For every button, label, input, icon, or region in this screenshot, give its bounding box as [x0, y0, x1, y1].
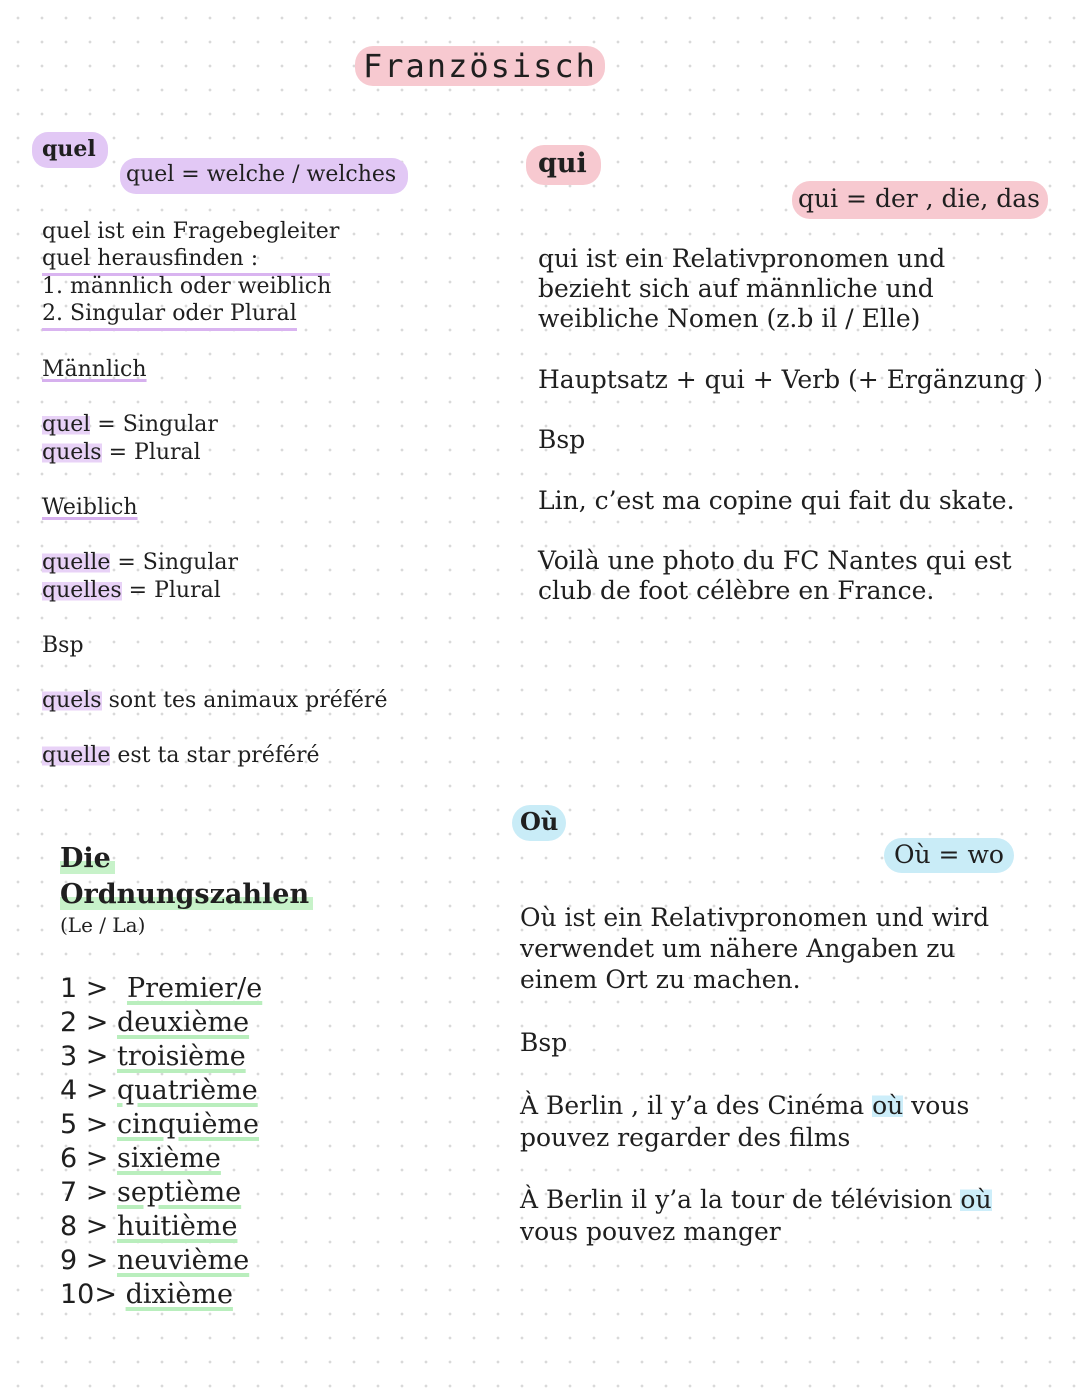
- qui-example2-line2: club de foot célèbre en France.: [538, 576, 935, 605]
- ordinal-row-5: 5 > cinquième: [60, 1109, 259, 1140]
- male-plural-rest: = Plural: [101, 440, 201, 465]
- ordinals-heading-line1: Die: [60, 842, 115, 876]
- ou-example2-line2: vous pouvez manger: [520, 1217, 781, 1246]
- quel-point1: 1. männlich oder weiblich: [42, 274, 332, 299]
- qui-example2-line1: Voilà une photo du FC Nantes qui est: [538, 546, 1012, 575]
- ou-example-label: Bsp: [520, 1028, 568, 1057]
- male-singular-rest: = Singular: [90, 412, 218, 437]
- female-plural-word: quelles: [42, 578, 122, 603]
- quel-point2-text: Singular oder Plural: [70, 301, 297, 326]
- ou-example2-line1: [520, 1184, 992, 1215]
- ou-example2-part1: À Berlin il y’a la tour de télévision: [520, 1185, 961, 1214]
- qui-heading: qui: [526, 145, 601, 185]
- ordinal-row-10: 10> dixième: [60, 1279, 233, 1310]
- ordinal-row-7: 7 > septième: [60, 1177, 242, 1208]
- ou-heading: Où: [512, 805, 566, 841]
- female-singular-rest: = Singular: [110, 550, 238, 575]
- page-title: Französisch: [355, 46, 605, 86]
- ordinal-row-3: 3 > troisième: [60, 1041, 246, 1072]
- female-plural-rest: = Plural: [121, 578, 221, 603]
- ordinal-row-6: 6 > sixième: [60, 1143, 221, 1174]
- quel-example1: [42, 687, 387, 715]
- quel-example1-rest: sont tes animaux préféré: [101, 688, 388, 713]
- quel-example1-word: quels: [42, 688, 102, 713]
- ordinals-heading-line2: Ordnungszahlen: [60, 878, 313, 912]
- quel-example2-rest: est ta star préféré: [110, 743, 320, 768]
- ou-desc-line1: Où ist ein Relativpronomen und wird: [520, 903, 990, 932]
- ou-desc-line2: verwendet um nähere Angaben zu: [520, 934, 956, 963]
- ordinal-row-9: 9 > neuvième: [60, 1245, 250, 1276]
- female-label: Weiblich: [42, 495, 138, 520]
- female-singular-word: quelle: [42, 550, 111, 575]
- qui-formula: Hauptsatz + qui + Verb (+ Ergänzung ): [538, 365, 1043, 394]
- quel-point2-number: 2.: [42, 301, 63, 326]
- qui-example1: Lin, c’est ma copine qui fait du skate.: [538, 486, 1015, 515]
- ou-example1-word: où: [872, 1091, 904, 1120]
- qui-desc-line3: weibliche Nomen (z.b il / Elle): [538, 304, 921, 333]
- qui-desc-line2: bezieht sich auf männliche und: [538, 274, 934, 303]
- ordinal-row-4: 4 > quatrième: [60, 1075, 258, 1106]
- quel-meaning: quel = welche / welches: [120, 158, 408, 194]
- quel-intro-line1: quel ist ein Fragebegleiter: [42, 219, 340, 244]
- qui-example-label: Bsp: [538, 425, 586, 454]
- qui-meaning: qui = der , die, das: [792, 181, 1048, 219]
- quel-point2: [42, 300, 297, 331]
- male-singular-row: [42, 411, 218, 439]
- ordinal-row-2: 2 > deuxième: [60, 1007, 250, 1038]
- ou-example1-line1: [520, 1090, 969, 1121]
- ou-example1-part2: vous: [903, 1091, 970, 1120]
- ou-meaning: Où = wo: [884, 838, 1014, 873]
- ou-example1-line2: pouvez regarder des films: [520, 1123, 851, 1152]
- female-singular-row: [42, 549, 238, 577]
- female-plural-row: [42, 577, 221, 605]
- ou-example2-word: où: [960, 1185, 992, 1214]
- male-plural-word: quels: [42, 440, 102, 465]
- ordinals-list: [60, 972, 262, 1312]
- male-plural-row: [42, 439, 201, 467]
- ou-desc-line3: einem Ort zu machen.: [520, 965, 801, 994]
- quel-intro-line2: quel herausfinden :: [42, 245, 330, 276]
- qui-desc-line1: qui ist ein Relativpronomen und: [538, 244, 946, 273]
- ordinal-row-1: 1 > Premier/e: [60, 973, 263, 1004]
- quel-example-label: Bsp: [42, 633, 84, 658]
- ordinal-row-8: 8 > huitième: [60, 1211, 238, 1242]
- male-singular-word: quel: [42, 412, 91, 437]
- male-label: Männlich: [42, 357, 147, 382]
- ordinals-articles: (Le / La): [60, 913, 146, 937]
- ou-example1-part1: À Berlin , il y’a des Cinéma: [520, 1091, 873, 1120]
- quel-heading: quel: [32, 132, 108, 168]
- quel-example2: [42, 742, 320, 770]
- quel-example2-word: quelle: [42, 743, 111, 768]
